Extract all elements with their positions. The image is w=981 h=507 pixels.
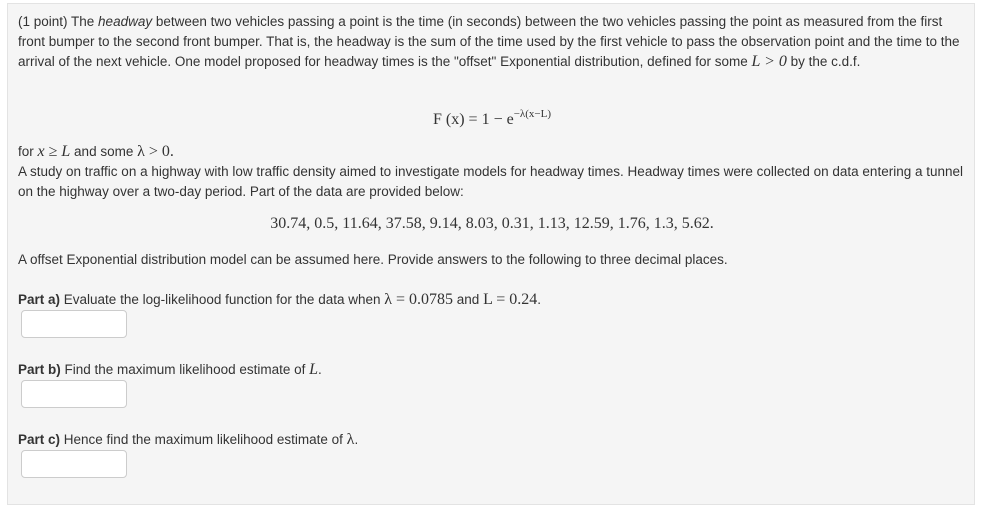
part-a-end: . [537,292,542,307]
points-label: (1 point) The [18,14,99,29]
part-a-L: L = 0.24 [483,291,538,308]
part-c-label: Part c) [18,432,61,447]
part-c-text: Hence find the maximum likelihood estimate of [60,432,347,447]
part-b-symbol: L [309,361,319,378]
headway-term: headway [98,14,153,29]
part-b-prompt [18,360,966,380]
data-values: 30.74, 0.5, 11.64, 37.58, 9.14, 8.03, 0.31, 1.13, 12.59, 1.76, 1.3, 5.62. [270,215,714,232]
and-some-text: and some [70,144,138,159]
condition-lambda: λ > 0. [137,143,174,160]
study-paragraph: A study on traffic on a highway with low traffic density aimed to investigate models for headway times. Headway times were collected on data entering a tunnel on the highway over a two-day period. Part of the data are provided below: [18,164,964,199]
part-b-text: Find the maximum likelihood estimate of [60,362,310,377]
part-a-prompt [18,290,966,310]
condition-L: L > 0 [751,53,787,70]
intro-paragraph [18,12,966,72]
formula-exponent: −λ(x−L) [513,108,551,120]
problem-panel [7,3,975,505]
conditions-line [18,142,966,162]
formula-lhs: F (x) = 1 − e [433,111,514,128]
intro-text-end: by the c.d.f. [786,54,861,69]
cdf-formula [8,108,976,129]
part-a-text: Evaluate the log-likelihood function for the data when [60,292,385,307]
part-c-answer-input[interactable] [21,450,127,478]
part-b-label: Part b) [18,362,61,377]
for-text: for [18,144,38,159]
part-c-prompt [18,430,966,450]
part-c-end: . [354,432,359,447]
part-c-symbol: λ [346,431,355,448]
assumption-paragraph: A offset Exponential distribution model can be assumed here. Provide answers to the following to three decimal places. [18,252,728,267]
part-a-label: Part a) [18,292,61,307]
condition-x: x ≥ L [37,143,71,160]
part-b-end: . [318,362,322,377]
part-b-answer-input[interactable] [21,380,127,408]
intro-text: between two vehicles passing a point is the time (in seconds) between the two vehicles passing the point as measured from the first front bumper to the second front bumper. That is, the headway is the sum of the time used by the first vehicle to pass the observation point and the time to the arrival of the next vehicle. One model proposed for headway times is the "offset" Exponential distribution, defined for some [18,14,960,69]
part-a-and: and [453,292,484,307]
part-a-lambda: λ = 0.0785 [384,291,454,308]
part-a-answer-input[interactable] [21,310,127,338]
